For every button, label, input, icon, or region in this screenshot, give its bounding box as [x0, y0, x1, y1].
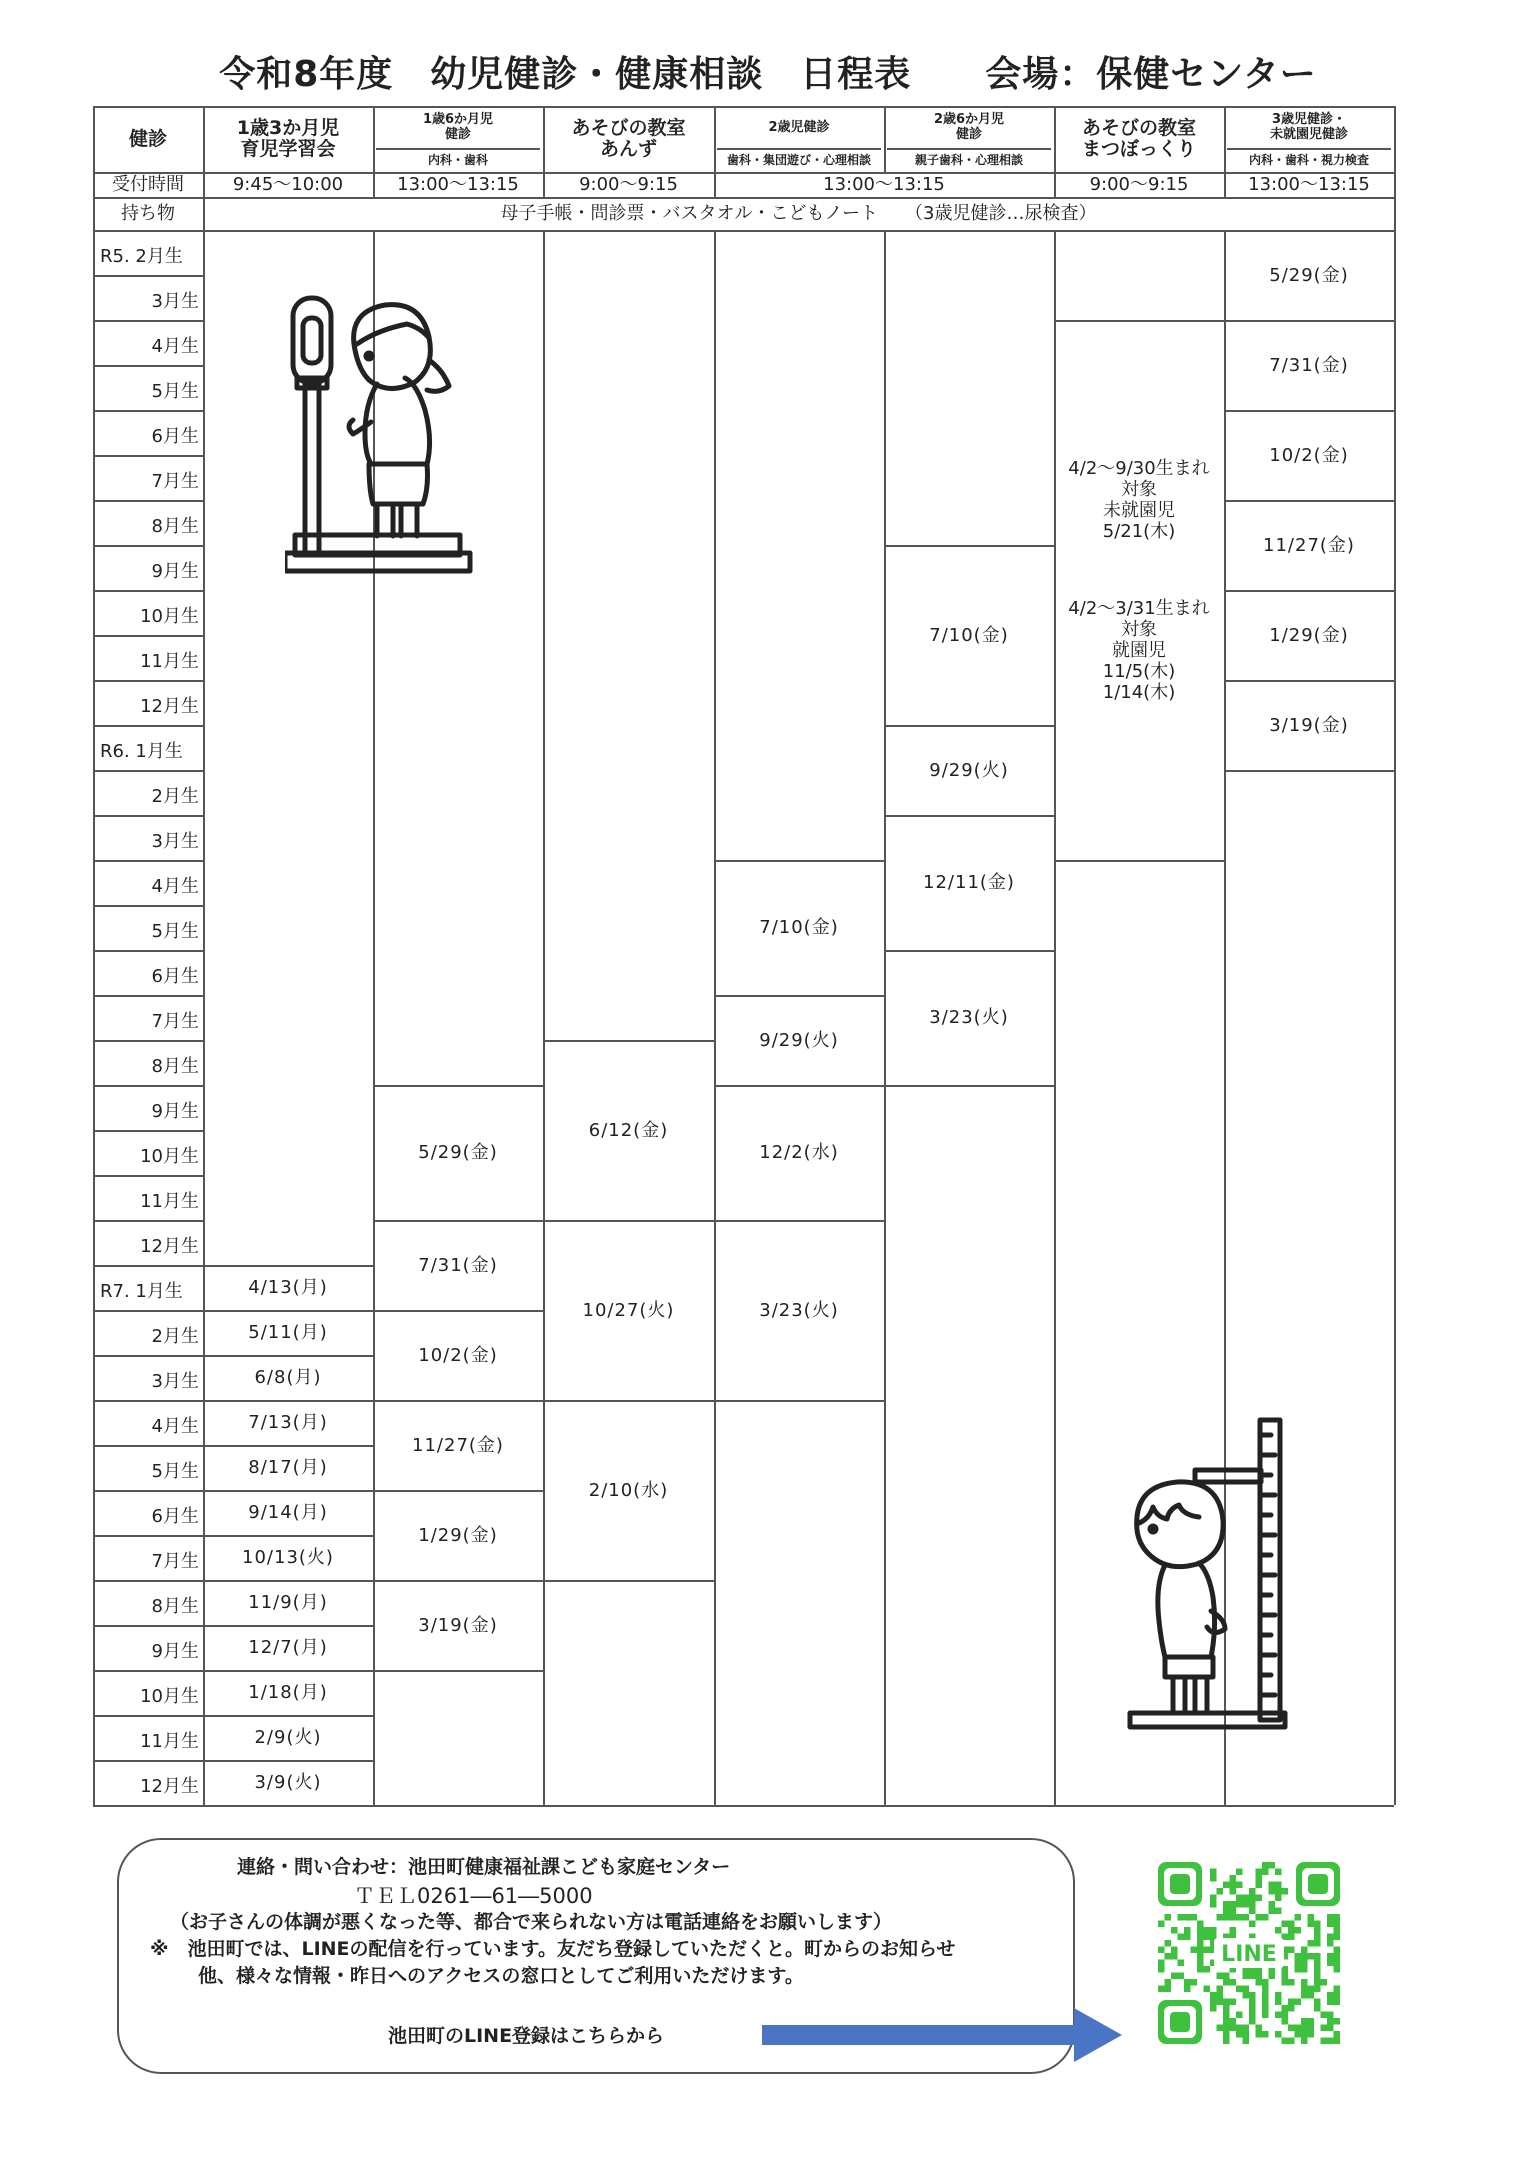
matsubokkuri-text: 11/5(木): [1102, 660, 1176, 682]
row-label: [93, 1637, 199, 1663]
row-label-text: 6月生: [151, 1506, 199, 1527]
schedule-date-text: 3/9(火): [254, 1772, 322, 1793]
line-info-2: 他、様々な情報・昨日へのアクセスの窓口としてご利用いただけます。: [198, 1965, 804, 1987]
header-col-name1: 1歳3か月児: [236, 117, 340, 139]
schedule-date-text: 11/9(月): [248, 1592, 328, 1613]
block-side: [543, 1580, 545, 1670]
schedule-date: [884, 725, 1054, 815]
row-line: [93, 1445, 203, 1447]
block-line: [714, 1400, 884, 1402]
mochimono-label: 持ち物: [121, 203, 175, 224]
row-label: [100, 737, 206, 763]
matsubokkuri-text: 4/2～3/31生まれ: [1068, 597, 1210, 619]
schedule-date-text: 10/13(火): [242, 1547, 334, 1568]
header-col-sub: [1224, 148, 1394, 172]
row-line: [93, 1310, 203, 1312]
reception-time: [543, 172, 714, 197]
schedule-date: [373, 1085, 543, 1220]
schedule-date: [203, 1445, 373, 1490]
header-col-subjects: 内科・歯科: [427, 152, 488, 167]
block-line: [1224, 770, 1394, 772]
row-label-text: 9月生: [151, 561, 199, 582]
block-side: [884, 1220, 886, 1400]
header-col-name1: あそびの教室: [571, 117, 686, 139]
row-line: [93, 365, 203, 367]
schedule-date: [714, 995, 884, 1085]
schedule-date-text: 12/2(水): [759, 1142, 839, 1163]
schedule-date-text: 1/18(月): [248, 1682, 328, 1703]
row-label-text: 9月生: [151, 1641, 199, 1662]
row-label: [93, 917, 199, 943]
header-col-subjects: 歯科・集団遊び・心理相談: [726, 152, 871, 167]
row-label: [93, 1052, 199, 1078]
row-label: [93, 962, 199, 988]
row-label: [93, 647, 199, 673]
row-label: [93, 1367, 199, 1393]
schedule-date: [203, 1715, 373, 1760]
schedule-date: [203, 1265, 373, 1310]
matsubokkuri-text: 1/14(木): [1102, 681, 1176, 703]
row-label: [93, 287, 199, 313]
reception-time-text: 9:00～9:15: [579, 174, 678, 195]
schedule-date: [714, 860, 884, 995]
reception-time-text: 9:00～9:15: [1089, 174, 1189, 195]
row-line: [93, 635, 203, 637]
header-col-name1: 3歳児健診・: [1271, 112, 1347, 127]
schedule-date-text: 3/19(金): [418, 1614, 498, 1636]
schedule-date: [1224, 410, 1394, 500]
schedule-date-text: 1/29(金): [418, 1524, 498, 1546]
row-line: [93, 770, 203, 772]
row-line: [93, 1490, 203, 1492]
reception-time: [1224, 172, 1394, 197]
row-label: [93, 1187, 199, 1213]
schedule-date-text: 3/19(金): [1269, 714, 1349, 736]
row-label-text: 12月生: [140, 1776, 199, 1797]
header-col-4: [714, 106, 884, 148]
header-col-name1: 2歳6か月児: [933, 112, 1005, 127]
reception-time: [203, 172, 373, 197]
row-label: [93, 1772, 199, 1798]
row-label-text: 4月生: [151, 336, 199, 357]
schedule-date: [203, 1535, 373, 1580]
header-col-name2: あんず: [599, 138, 657, 160]
schedule-date: [203, 1760, 373, 1805]
block-side: [1054, 725, 1056, 815]
schedule-date-text: 11/27(金): [1263, 534, 1355, 556]
schedule-date: [203, 1490, 373, 1535]
row-line: [93, 1535, 203, 1537]
block-line: [373, 1670, 543, 1672]
row-label: [93, 1682, 199, 1708]
header-col-subjects: 親子歯科・心理相談: [914, 152, 1023, 167]
schedule-date: [373, 1310, 543, 1400]
block-side: [1394, 590, 1396, 680]
schedule-date-text: 7/31(金): [418, 1254, 498, 1276]
row-label-text: 11月生: [140, 1731, 199, 1752]
schedule-date: [203, 1580, 373, 1625]
matsubokkuri-text: 就園児: [1112, 639, 1166, 661]
row-label: [93, 782, 199, 808]
row-label-text: 5月生: [151, 381, 199, 402]
row-line: [93, 545, 203, 547]
row-label: [93, 602, 199, 628]
schedule-date-text: 7/31(金): [1269, 354, 1349, 376]
header-col-1: [203, 106, 373, 172]
block-side: [373, 1715, 375, 1760]
row-label: [93, 827, 199, 853]
row-line: [93, 905, 203, 907]
row-label-text: 2月生: [151, 1326, 199, 1347]
schedule-date-text: 2/10(水): [588, 1479, 669, 1501]
schedule-date-text: 6/8(月): [254, 1367, 322, 1388]
row-line: [93, 995, 203, 997]
row-label-text: 6月生: [151, 966, 199, 987]
reception-time-text: 13:00～13:15: [823, 174, 945, 195]
header-col-sub: [373, 148, 543, 172]
row-label: [93, 1727, 199, 1753]
row-line: [93, 1265, 203, 1267]
schedule-date: [543, 1220, 714, 1400]
row-label: [93, 332, 199, 358]
schedule-date: [1224, 590, 1394, 680]
row-label-text: 2月生: [151, 786, 199, 807]
row-line: [93, 320, 203, 322]
reception-time-text: 9:45～10:00: [232, 174, 344, 195]
header-col-6: [1054, 106, 1224, 172]
schedule-date: [884, 545, 1054, 725]
schedule-date: [203, 1670, 373, 1715]
schedule-date-text: 5/11(月): [248, 1322, 328, 1343]
schedule-date: [203, 1310, 373, 1355]
row-label: [93, 692, 199, 718]
matsubokkuri-schedule: [1054, 440, 1224, 560]
row-line: [93, 1625, 203, 1627]
block-side: [1394, 410, 1396, 500]
row-label-text: 10月生: [140, 1146, 199, 1167]
reception-time: [1054, 172, 1224, 197]
line-register-text[interactable]: 池田町のLINE登録はこちらから: [388, 2025, 665, 2047]
matsubokkuri-text: 対象: [1121, 479, 1157, 500]
row-line: [93, 1760, 203, 1762]
schedule-date-text: 5/29(金): [418, 1142, 498, 1163]
schedule-date-text: 6/12(金): [588, 1119, 669, 1141]
row-line: [93, 1040, 203, 1042]
row-label-text: 8月生: [151, 516, 199, 537]
header-col-3: [543, 106, 714, 172]
row-label-text: 4月生: [151, 1416, 199, 1437]
row-label-text: 8月生: [151, 1056, 199, 1077]
row-line: [93, 1220, 203, 1222]
row-line: [93, 950, 203, 952]
schedule-date-text: 2/9(火): [254, 1727, 322, 1748]
matsubokkuri-text: 5/21(木): [1102, 521, 1176, 542]
row-label: [93, 1232, 199, 1258]
schedule-date-text: 12/7(月): [248, 1637, 328, 1658]
row-line: [93, 410, 203, 412]
row-label-text: 8月生: [151, 1596, 199, 1617]
block-side: [1054, 950, 1056, 1085]
row-label: [93, 1007, 199, 1033]
row-label: [93, 557, 199, 583]
reception-time: [373, 172, 543, 197]
row-line: [93, 1355, 203, 1357]
schedule-date: [1224, 320, 1394, 410]
row-label: [93, 1142, 199, 1168]
header-col-name2: 未就園児健診: [1269, 127, 1348, 142]
schedule-date: [543, 1400, 714, 1580]
block-line: [884, 1085, 1054, 1087]
row-label: [93, 1547, 199, 1573]
child-on-scale-illustration: [285, 290, 485, 580]
header-col-7: [1224, 106, 1394, 148]
block-side: [1394, 320, 1396, 410]
header-col-name2: 健診: [955, 127, 982, 142]
block-side: [1394, 500, 1396, 590]
schedule-date-text: 1/29(金): [1269, 624, 1349, 646]
row-label-text: 4月生: [151, 876, 199, 897]
header-kenshin-label: 健診: [128, 127, 167, 150]
matsubokkuri-text: 4/2～9/30生まれ: [1068, 458, 1210, 479]
row-label-text: 11月生: [140, 1191, 199, 1212]
schedule-date-text: 10/27(火): [582, 1299, 675, 1321]
block-side: [714, 1400, 716, 1580]
row-label: [93, 512, 199, 538]
header-col-name1: 1歳6か月児: [422, 112, 494, 127]
header-col-name2: まつぼっくり: [1081, 138, 1196, 160]
row-label: [93, 1502, 199, 1528]
row-line: [93, 680, 203, 682]
block-line: [1054, 320, 1224, 322]
block-line: [543, 1580, 714, 1582]
row-line: [93, 815, 203, 817]
schedule-date: [373, 1400, 543, 1490]
row-label: [93, 377, 199, 403]
row-label-text: 12月生: [140, 696, 199, 717]
row-label-text: R5. 2月生: [100, 246, 183, 267]
matsubokkuri-text: 未就園児: [1103, 500, 1175, 521]
line-info-1: ※ 池田町では、LINEの配信を行っています。友だち登録していただくと。町からのお知らせ: [150, 1938, 956, 1960]
row-label-text: 9月生: [151, 1101, 199, 1122]
row-label-text: 7月生: [151, 471, 199, 492]
schedule-date: [1224, 230, 1394, 320]
block-side: [884, 1085, 886, 1220]
row-label-text: 5月生: [151, 921, 199, 942]
row-line: [93, 590, 203, 592]
header-col-name1: 2歳児健診: [768, 119, 830, 135]
schedule-date: [1224, 680, 1394, 770]
schedule-date: [373, 1220, 543, 1310]
qr-line-label: LINE: [1221, 1942, 1277, 1967]
schedule-date-text: 9/14(月): [248, 1502, 328, 1523]
row-line: [93, 1580, 203, 1582]
row-label-text: 10月生: [140, 1686, 199, 1707]
row-line: [93, 1085, 203, 1087]
child-height-measure-illustration: [1125, 1415, 1305, 1735]
row-label-text: 5月生: [151, 1461, 199, 1482]
header-col-2: [373, 106, 543, 148]
row-label-text: 7月生: [151, 1551, 199, 1572]
contact-label: 連絡・問い合わせ：池田町健康福祉課こども家庭センター: [237, 1856, 731, 1878]
header-kenshin: [93, 106, 203, 172]
header-col-name2: 育児学習会: [240, 138, 336, 160]
schedule-date-text: 3/23(火): [929, 1007, 1009, 1028]
arrow-right-icon: [762, 2006, 1124, 2064]
schedule-date-text: 7/13(月): [248, 1412, 328, 1433]
schedule-date-text: 5/29(金): [1269, 264, 1349, 286]
block-side: [373, 1670, 375, 1715]
schedule-date: [203, 1625, 373, 1670]
uketsuke-label: 受付時間: [112, 174, 184, 195]
row-line: [93, 1715, 203, 1717]
schedule-date: [714, 1220, 884, 1400]
row-label-text: 11月生: [140, 651, 199, 672]
schedule-date-text: 8/17(月): [248, 1457, 328, 1478]
row-label: [100, 242, 206, 268]
block-side: [373, 1760, 375, 1805]
row-label-text: 7月生: [151, 1011, 199, 1032]
row-line: [93, 1400, 203, 1402]
row-label: [93, 872, 199, 898]
header-col-subjects: 内科・歯科・視力検査: [1248, 152, 1369, 167]
schedule-date: [884, 950, 1054, 1085]
schedule-date-text: 9/29(火): [759, 1029, 839, 1051]
row-label: [100, 1277, 206, 1303]
block-line: [203, 1805, 373, 1807]
row-label: [93, 1457, 199, 1483]
row-label-text: 10月生: [140, 606, 199, 627]
row-line: [93, 725, 203, 727]
header-col-name1: あそびの教室: [1081, 117, 1196, 139]
row-label: [93, 422, 199, 448]
matsubokkuri-schedule-2: [1054, 570, 1224, 730]
schedule-date-text: 3/23(火): [759, 1299, 839, 1321]
block-side: [1394, 680, 1396, 770]
row-label-text: R6. 1月生: [100, 741, 183, 762]
row-label: [93, 467, 199, 493]
schedule-date-text: 4/13(月): [248, 1277, 328, 1298]
row-line: [93, 500, 203, 502]
row-label-text: 6月生: [151, 426, 199, 447]
schedule-date: [1224, 500, 1394, 590]
header-col-5: [884, 106, 1054, 148]
schedule-date-text: 10/2(金): [418, 1344, 498, 1366]
block-side: [1054, 815, 1056, 950]
line-qr-code[interactable]: [1156, 1860, 1342, 2046]
row-label-text: 12月生: [140, 1236, 199, 1257]
header-uketsuke: [93, 172, 203, 197]
row-label-text: 3月生: [151, 1371, 199, 1392]
reception-time-text: 13:00～13:15: [1248, 174, 1370, 195]
header-line: [93, 230, 1394, 232]
header-col-name2: 健診: [444, 127, 471, 142]
block-line: [1054, 860, 1224, 862]
schedule-date: [203, 1355, 373, 1400]
schedule-date-text: 11/27(金): [412, 1434, 504, 1456]
row-label: [93, 1097, 199, 1123]
row-line: [93, 1175, 203, 1177]
row-label-text: 3月生: [151, 291, 199, 312]
matsubokkuri-text: 対象: [1121, 618, 1157, 640]
page-title: 令和8年度 幼児健診・健康相談 日程表 会場：保健センター: [219, 54, 1317, 95]
row-line: [93, 275, 203, 277]
absence-note: （お子さんの体調が悪くなった等、都合で来られない方は電話連絡をお願いします）: [170, 1911, 893, 1933]
schedule-date: [714, 1085, 884, 1220]
row-label-text: R7. 1月生: [100, 1281, 183, 1302]
schedule-date: [373, 1580, 543, 1670]
schedule-date-text: 10/2(金): [1269, 444, 1349, 466]
row-label: [93, 1592, 199, 1618]
row-line: [93, 455, 203, 457]
schedule-date-text: 12/11(金): [923, 872, 1015, 893]
mochimono-text: 母子手帳・問診票・バスタオル・こどもノート （3歳児健診…尿検査）: [500, 203, 1097, 224]
row-line: [93, 860, 203, 862]
schedule-date-text: 7/10(金): [759, 917, 839, 938]
mochimono-items: [203, 197, 1394, 230]
schedule-date: [373, 1490, 543, 1580]
row-line: [93, 1130, 203, 1132]
row-line: [93, 1670, 203, 1672]
header-mochimono: [93, 197, 203, 230]
phone-number[interactable]: ＴＥＬ0261―61―5000: [354, 1884, 593, 1908]
header-col-sub: [884, 148, 1054, 172]
row-label: [93, 1412, 199, 1438]
row-label: [93, 1322, 199, 1348]
row-label-text: 3月生: [151, 831, 199, 852]
schedule-date-text: 7/10(金): [929, 624, 1009, 646]
schedule-date: [884, 815, 1054, 950]
header-col-sub: [714, 148, 884, 172]
reception-time: [714, 172, 1054, 197]
schedule-date: [543, 1040, 714, 1220]
schedule-date: [203, 1400, 373, 1445]
schedule-date-text: 9/29(火): [929, 759, 1009, 781]
block-side: [1394, 230, 1396, 320]
reception-time-text: 13:00～13:15: [397, 174, 519, 195]
